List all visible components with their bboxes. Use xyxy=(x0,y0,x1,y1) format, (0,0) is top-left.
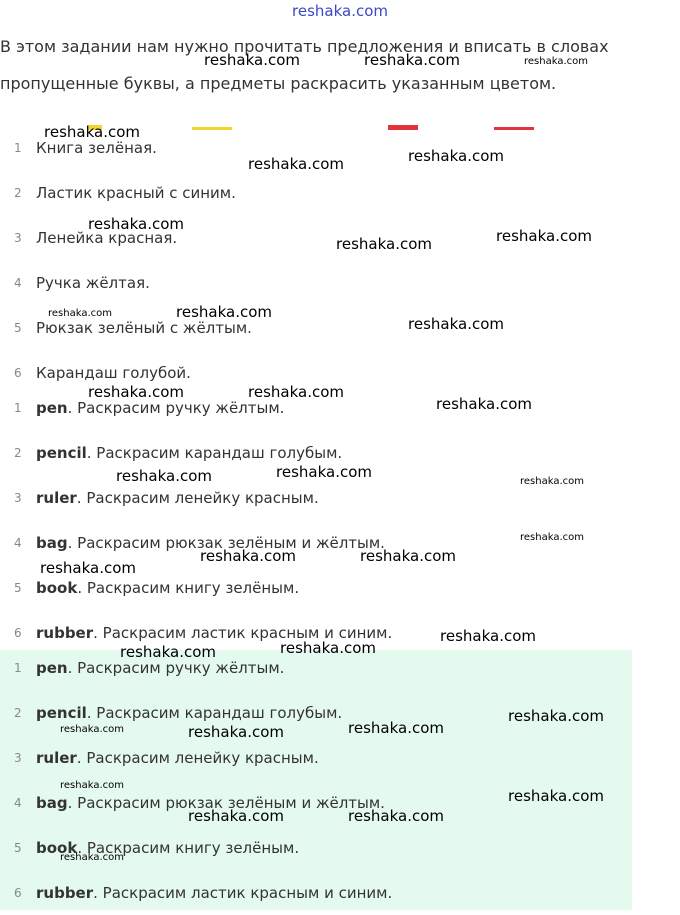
watermark: reshaka.com xyxy=(508,787,604,805)
item-number: 1 xyxy=(14,400,22,415)
list-item xyxy=(0,260,252,305)
item-text: Ленейка красная. xyxy=(36,228,178,247)
item-number: 4 xyxy=(14,795,22,810)
item-instruction: . Раскрасим ластик красным и синим. xyxy=(93,883,393,902)
coloring-list xyxy=(0,385,392,655)
item-number: 4 xyxy=(14,535,22,550)
watermark: reshaka.com xyxy=(188,807,284,825)
item-number: 6 xyxy=(14,365,22,380)
watermark: reshaka.com xyxy=(336,235,432,253)
item-instruction: . Раскрасим ручку жёлтым. xyxy=(67,398,285,417)
item-text: Ручка жёлтая. xyxy=(36,273,150,292)
watermark: reshaka.com xyxy=(348,807,444,825)
item-instruction: . Раскрасим рюкзак зелёным и жёлтым. xyxy=(67,533,385,552)
watermark: reshaka.com xyxy=(440,627,536,645)
list-item xyxy=(0,825,392,870)
item-instruction: . Раскрасим книгу зелёным. xyxy=(77,838,300,857)
item-instruction: . Раскрасим ручку жёлтым. xyxy=(67,658,285,677)
item-text xyxy=(36,659,284,677)
item-text: Ластик красный с синим. xyxy=(36,183,236,202)
item-text: Карандаш голубой. xyxy=(36,363,191,382)
english-word: rubber xyxy=(36,623,94,642)
item-number: 3 xyxy=(14,750,22,765)
site-header-link[interactable]: reshaka.com xyxy=(292,2,388,20)
english-word: pen xyxy=(36,658,68,677)
item-number: 5 xyxy=(14,580,22,595)
item-instruction: . Раскрасим карандаш голубым. xyxy=(86,443,343,462)
english-word: book xyxy=(36,578,78,597)
english-word: pencil xyxy=(36,703,87,722)
watermark: reshaka.com xyxy=(40,559,136,577)
item-text xyxy=(36,884,392,902)
item-instruction: . Раскрасим рюкзак зелёным и жёлтым. xyxy=(67,793,385,812)
list-item xyxy=(0,735,392,780)
english-word: ruler xyxy=(36,488,77,507)
item-instruction: . Раскрасим ленейку красным. xyxy=(76,488,319,507)
watermark: reshaka.com xyxy=(116,467,212,485)
item-number: 5 xyxy=(14,840,22,855)
watermark: reshaka.com xyxy=(496,227,592,245)
sentences-list xyxy=(0,125,252,395)
watermark: reshaka.com xyxy=(408,147,504,165)
watermark: reshaka.com xyxy=(520,476,584,487)
item-text xyxy=(36,704,342,722)
english-word: pen xyxy=(36,398,68,417)
english-word: ruler xyxy=(36,748,77,767)
watermark: reshaka.com xyxy=(204,51,300,69)
english-word: bag xyxy=(36,793,68,812)
item-instruction: . Раскрасим ластик красным и синим. xyxy=(93,623,393,642)
item-text xyxy=(36,444,342,462)
item-number: 3 xyxy=(14,230,22,245)
item-number: 2 xyxy=(14,705,22,720)
watermark: reshaka.com xyxy=(360,547,456,565)
item-number: 6 xyxy=(14,885,22,900)
watermark: reshaka.com xyxy=(364,51,460,69)
watermark: reshaka.com xyxy=(276,463,372,481)
watermark: reshaka.com xyxy=(248,155,344,173)
item-number: 4 xyxy=(14,275,22,290)
item-number: 1 xyxy=(14,140,22,155)
watermark: reshaka.com xyxy=(408,315,504,333)
watermark: reshaka.com xyxy=(524,56,588,67)
watermark: reshaka.com xyxy=(176,303,272,321)
watermark: reshaka.com xyxy=(188,723,284,741)
watermark: reshaka.com xyxy=(88,215,184,233)
item-instruction: . Раскрасим карандаш голубым. xyxy=(86,703,343,722)
item-number: 6 xyxy=(14,625,22,640)
watermark: reshaka.com xyxy=(348,719,444,737)
item-number: 2 xyxy=(14,445,22,460)
watermark: reshaka.com xyxy=(436,395,532,413)
watermark: reshaka.com xyxy=(520,532,584,543)
watermark: reshaka.com xyxy=(248,383,344,401)
english-word: rubber xyxy=(36,883,94,902)
item-text xyxy=(36,489,319,507)
watermark: reshaka.com xyxy=(120,643,216,661)
watermark: reshaka.com xyxy=(508,707,604,725)
item-number: 3 xyxy=(14,490,22,505)
list-item xyxy=(0,170,252,215)
watermark: reshaka.com xyxy=(280,639,376,657)
item-number: 5 xyxy=(14,320,22,335)
illustration-strip-red xyxy=(388,125,418,130)
illustration-strip-red-2 xyxy=(494,127,534,130)
watermark: reshaka.com xyxy=(44,123,140,141)
watermark: reshaka.com xyxy=(200,547,296,565)
watermark: reshaka.com xyxy=(60,852,124,863)
item-text: Рюкзак зелёный с жёлтым. xyxy=(36,318,252,337)
watermark: reshaka.com xyxy=(60,780,124,791)
item-text xyxy=(36,579,299,597)
item-instruction: . Раскрасим книгу зелёным. xyxy=(77,578,300,597)
item-text: Книга зелёная. xyxy=(36,138,157,157)
task-intro: В этом задании нам нужно прочитать предложения и вписать в словах пропущенные буквы, а предметы раскрасить указанным цветом. xyxy=(0,37,609,93)
answer-list xyxy=(0,645,392,915)
watermark: reshaka.com xyxy=(88,383,184,401)
item-number: 2 xyxy=(14,185,22,200)
item-text xyxy=(36,749,319,767)
item-number: 1 xyxy=(14,660,22,675)
list-item xyxy=(0,870,392,915)
item-text xyxy=(36,399,284,417)
watermark: reshaka.com xyxy=(48,308,112,319)
watermark: reshaka.com xyxy=(60,724,124,735)
english-word: book xyxy=(36,838,78,857)
english-word: pencil xyxy=(36,443,87,462)
item-instruction: . Раскрасим ленейку красным. xyxy=(76,748,319,767)
english-word: bag xyxy=(36,533,68,552)
